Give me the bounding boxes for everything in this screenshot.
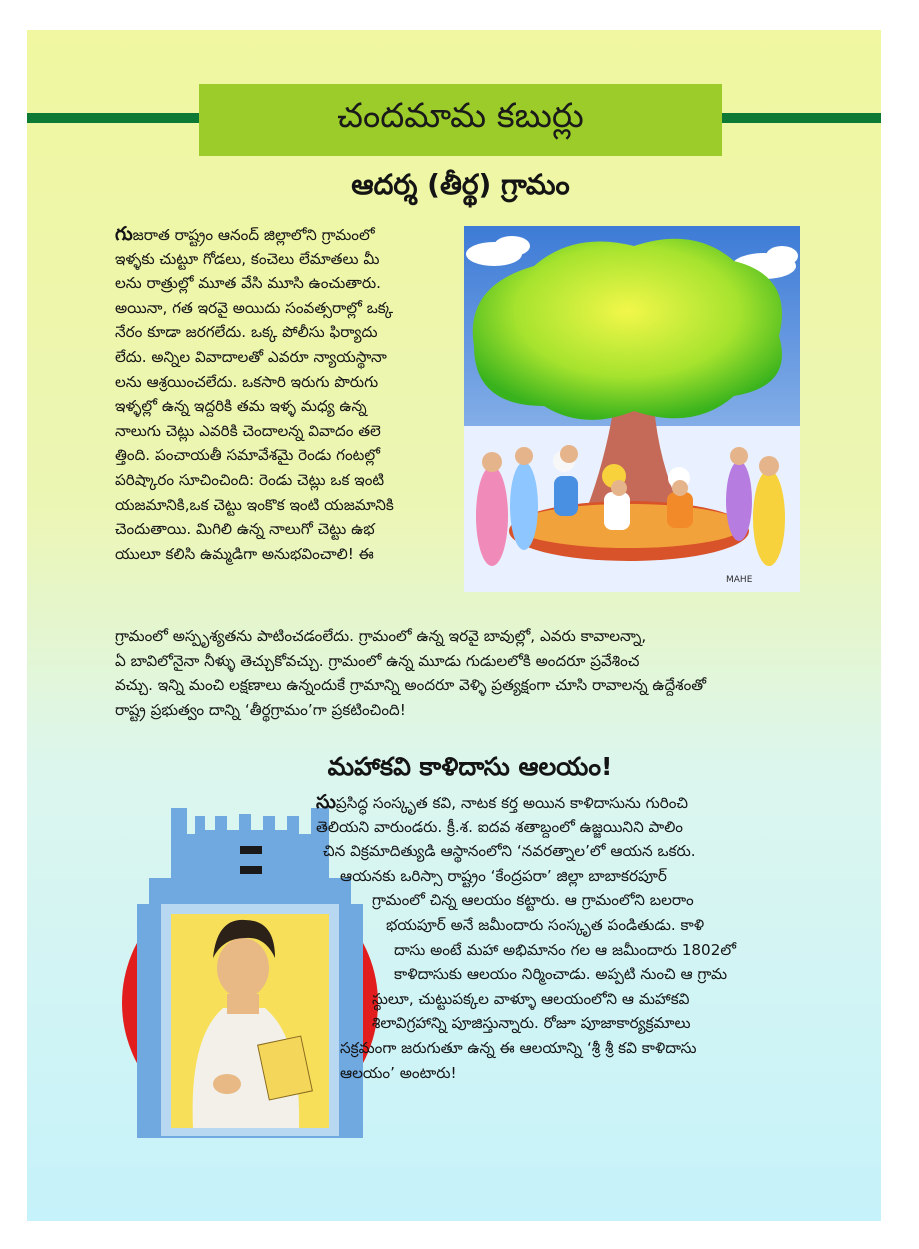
drop-cap: సు xyxy=(316,791,336,813)
article1-title: ఆదర్శ (తీర్థ) గ్రామం xyxy=(351,168,570,201)
text-line: గ్రామంలో చిన్న ఆలయం కట్టారు. ఆ గ్రామంలోని బలరాం xyxy=(372,891,694,910)
text-line: అయినా, గత ఇరవై అయిదు సంవత్సరాల్లో ఒక్క xyxy=(115,298,394,317)
text-line: లేదు. అన్నిల వివాదాలతో ఎవరూ న్యాయస్థానా xyxy=(115,347,387,366)
text-line: ఇళ్ళల్లో ఉన్న ఇద్దరికి తమ ఇళ్ళ మధ్య ఉన్న xyxy=(115,397,367,416)
article1-full-text xyxy=(115,624,706,722)
text-line: త్తింది. పంచాయతీ సమావేశమై రెండు గంటల్లో xyxy=(115,446,381,465)
header-rule-right xyxy=(722,113,881,123)
text-line: యజమానికి,ఒక చెట్టు ఇంకొక ఇంటి యజమానికి xyxy=(115,495,394,514)
tree-illustration xyxy=(464,226,800,592)
drop-cap: గు xyxy=(115,223,133,245)
article2-title: మహాకవి కాళిదాసు ఆలయం! xyxy=(327,752,613,781)
text-line: చెందుతాయి. మిగిలి ఉన్న నాలుగో చెట్టు ఉభ xyxy=(115,520,375,539)
text-line: గుజరాత రాష్ట్రం ఆనంద్ జిల్లాలోని గ్రామంలో xyxy=(115,223,375,245)
text-line: ఆలయం’ అంటారు! xyxy=(340,1063,457,1082)
text-line: పరిష్కారం సూచించింది: రెండు చెట్లు ఒక ఇంటి xyxy=(115,470,385,489)
text-line: కాళిదాసుకు ఆలయం నిర్మించాడు. అప్పటి నుంచి ఆ గ్రామ xyxy=(394,965,728,984)
text-line: సుప్రసిద్ధ సంస్కృత కవి, నాటక కర్త అయిన కాళిదాసును గురించి xyxy=(316,791,689,813)
text-line: శిలావిగ్రహాన్ని పూజిస్తున్నారు. రోజూ పూజాకార్యక్రమాలు xyxy=(372,1014,691,1033)
article1-wrapped-text xyxy=(115,222,394,566)
text-line: దాసు అంటే మహా అభిమానం గల ఆ జమీందారు 1802లో xyxy=(394,940,737,959)
text-line: ఇళ్ళకు చుట్టూ గోడలు, కంచెలు లేమాతలు మీ xyxy=(115,249,380,268)
text-line: భయపూర్ అనే జమీందారు సంస్కృత పండితుడు. కాళి xyxy=(386,915,705,934)
text-line: లను ఆశ్రయించలేదు. ఒకసారి ఇరుగు పొరుగు xyxy=(115,372,379,391)
text-line: రాష్ట్ర ప్రభుత్వం దాన్ని ‘తీర్థగ్రామం’గా ప్రకటించింది! xyxy=(115,700,406,719)
text-line: ఆయనకు ఒరిస్సా రాష్ట్రం ‘కేంద్రపరా’ జిల్లా బాబాకరపూర్ xyxy=(340,866,667,885)
text-line: తెలియని వారుండరు. క్రీ.శ. ఐదవ శతాబ్దంలో ఉజ్జయినిని పాలిం xyxy=(316,817,683,836)
article2-text xyxy=(316,790,736,1085)
text-line: లను రాత్రుల్లో మూత వేసి మూసి ఉంచుతారు. xyxy=(115,274,381,293)
text-line: చిన విక్రమాదిత్యుడి ఆస్థానంలోని ‘నవరత్నాల’లో ఆయన ఒకరు. xyxy=(323,842,696,861)
text-line: గ్రామంలో అస్పృశ్యతను పాటించడంలేదు. గ్రామంలో ఉన్న ఇరవై బావుల్లో, ఎవరు కావాలన్నా, xyxy=(115,627,647,645)
illustrator-signature: MAHE xyxy=(726,575,753,585)
text-line: సక్రమంగా జరుగుతూ ఉన్న ఈ ఆలయాన్ని ‘శ్రీ శ్రీ కవి కాళిదాసు xyxy=(340,1038,697,1057)
banner-title: చందమామ కబుర్లు xyxy=(199,84,722,156)
header-rule-left xyxy=(27,113,199,123)
text-line: వచ్చు. ఇన్ని మంచి లక్షణాలు ఉన్నందుకే గ్రామాన్ని అందరూ వెళ్ళి ప్రత్యక్షంగా చూసి రావాలన్న ఉద్దేశంతో xyxy=(115,676,707,695)
text-line: యులూ కలిసి ఉమ్మడిగా అనుభవించాలి! ఈ xyxy=(115,544,374,563)
text-line: స్థులూ, చుట్టుపక్కల వాళ్ళూ ఆలయంలోని ఆ మహాకవి xyxy=(372,989,690,1008)
text-line: ఏ బావిలోనైనా నీళ్ళు తెచ్చుకోవచ్చు. గ్రామంలో ఉన్న మూడు గుడులలోకి అందరూ ప్రవేశించ xyxy=(115,651,640,670)
text-line: నాలుగు చెట్లు ఎవరికి చెందాలన్న వివాదం తలె xyxy=(115,421,381,440)
text-line: నేరం కూడా జరగలేదు. ఒక్క పోలీసు ఫిర్యాదు xyxy=(115,323,378,342)
